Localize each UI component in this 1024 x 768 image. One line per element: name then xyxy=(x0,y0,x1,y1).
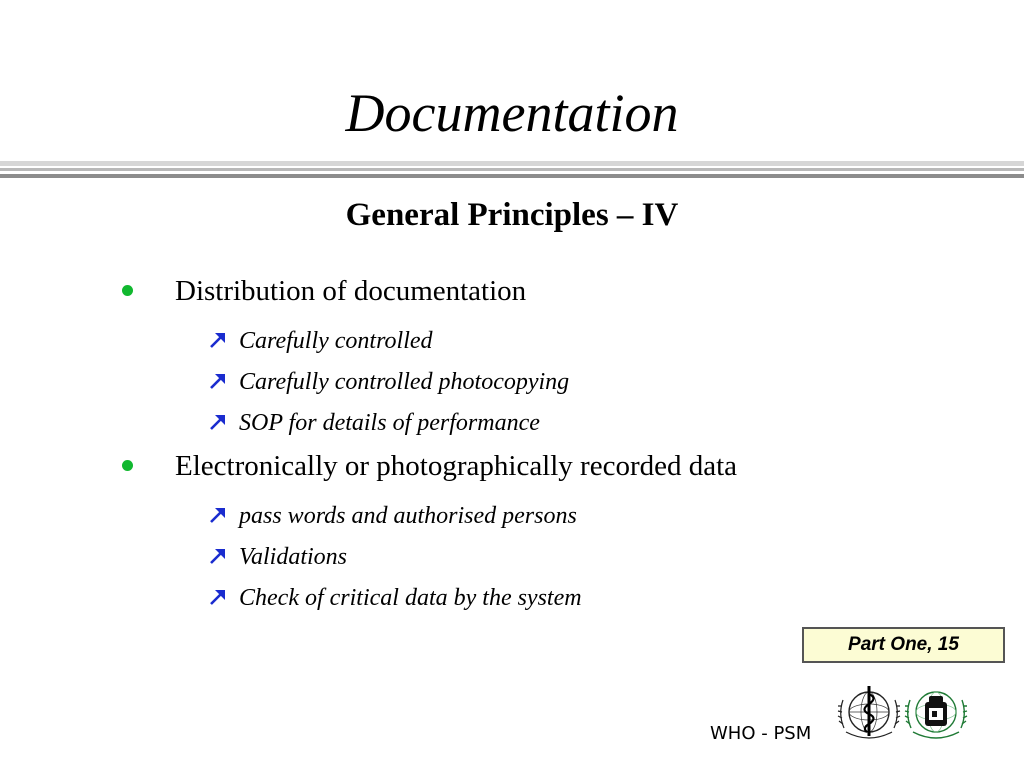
title-divider-mid xyxy=(0,168,1024,171)
bullet-text: Electronically or photographically recorded data xyxy=(175,450,738,482)
part-label-badge: Part One, 15 xyxy=(802,627,1005,663)
sub-item-text: Carefully controlled photocopying xyxy=(239,369,570,395)
title-divider-light xyxy=(0,161,1024,166)
sub-item-text: Check of critical data by the system xyxy=(239,585,582,611)
slide-title: Documentation xyxy=(345,83,679,143)
fip-emblem-icon xyxy=(901,680,971,746)
arrow-up-right-icon xyxy=(208,330,228,350)
arrow-up-right-icon xyxy=(208,371,228,391)
arrow-up-right-icon xyxy=(208,412,228,432)
sub-item-text: pass words and authorised persons xyxy=(239,503,577,529)
footer-org-label: WHO - PSM xyxy=(710,723,812,744)
green-dot-icon xyxy=(122,285,133,296)
bullet-text: Distribution of documentation xyxy=(175,275,527,307)
arrow-up-right-icon xyxy=(208,546,228,566)
sub-item-text: SOP for details of performance xyxy=(239,410,540,436)
who-emblem-icon xyxy=(834,680,904,746)
slide-subtitle: General Principles – IV xyxy=(345,197,679,233)
title-divider-dark xyxy=(0,174,1024,178)
sub-item-text: Carefully controlled xyxy=(239,328,433,354)
green-dot-icon xyxy=(122,460,133,471)
arrow-up-right-icon xyxy=(208,505,228,525)
arrow-up-right-icon xyxy=(208,587,228,607)
sub-item-text: Validations xyxy=(239,544,348,570)
